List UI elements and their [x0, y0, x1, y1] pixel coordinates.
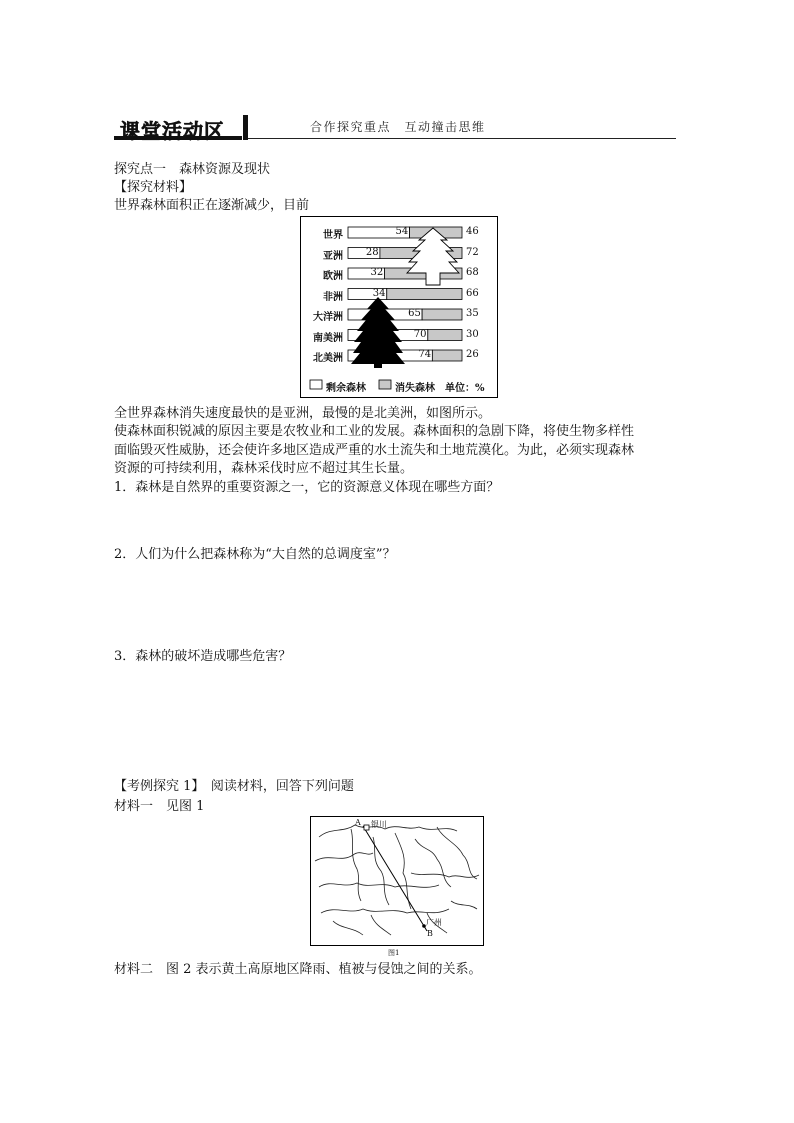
value-lost-6: 26 [466, 349, 479, 360]
paragraph-line-3: 面临毁灭性威胁，还会使许多地区造成严重的水土流失和土地荒漠化。为此，必须实现森林 [114, 443, 635, 458]
category-label-2: 欧洲 [323, 271, 343, 282]
china-map [310, 816, 484, 946]
section-banner [114, 112, 676, 142]
forest-chart-svg [301, 217, 497, 397]
value-lost-5: 30 [466, 328, 479, 340]
question-3: 3．森林的破坏造成哪些危害？ [114, 649, 292, 664]
legend-lost: 消失森林 [395, 383, 435, 394]
category-label-5: 南美洲 [313, 332, 343, 344]
question-1: 1．森林是自然界的重要资源之一，它的资源意义体现在哪些方面？ [114, 480, 500, 495]
paragraph-line-1: 全世界森林消失速度最快的是亚洲，最慢的是北美洲，如图所示。 [114, 406, 492, 421]
legend-unit: 单位：% [445, 383, 485, 394]
example-heading: 【考例探究 1】 阅读材料，回答下列问题 [114, 779, 354, 794]
value-lost-3: 66 [466, 287, 479, 299]
value-remaining-4: 65 [408, 308, 421, 319]
value-remaining-0: 54 [395, 226, 409, 237]
bar-lost-3 [387, 289, 462, 300]
paragraph-line-2: 使森林面积锐减的原因主要是农牧业和工业的发展。森林面积的急剧下降，将使生物多样性 [114, 424, 635, 439]
value-remaining-3: 34 [372, 287, 386, 299]
value-lost-1: 72 [466, 246, 479, 258]
bar-lost-4 [422, 309, 462, 320]
legend-remaining: 剩余森林 [326, 383, 366, 394]
bar-lost-6 [432, 350, 462, 361]
category-label-4: 大洋洲 [313, 312, 343, 323]
value-remaining-1: 28 [365, 246, 379, 258]
value-lost-0: 46 [466, 226, 479, 237]
banner-title: 课堂活动区 [120, 119, 225, 143]
map-label-guangzhou: 广州 [426, 918, 442, 927]
value-remaining-2: 32 [370, 267, 384, 278]
value-remaining-5: 70 [413, 328, 427, 340]
category-label-3: 非洲 [323, 291, 343, 303]
category-label-0: 世界 [323, 230, 343, 241]
map-label-b: B [427, 929, 433, 938]
material-heading: 【探究材料】 [114, 180, 193, 195]
forest-chart [300, 216, 498, 398]
material-intro: 世界森林面积正在逐渐减少，目前 [114, 198, 310, 213]
category-label-6: 北美洲 [313, 353, 343, 364]
question-2: 2．人们为什么把森林称为“大自然的总调度室”？ [114, 547, 396, 562]
banner-subtitle: 合作探究重点 互动撞击思维 [310, 120, 486, 134]
bar-lost-5 [428, 330, 462, 341]
example-material-1: 材料一 见图 1 [114, 799, 205, 814]
map-caption: 图1 [388, 949, 400, 957]
category-label-1: 亚洲 [323, 250, 343, 262]
value-lost-4: 35 [466, 308, 479, 319]
map-label-a: A [355, 818, 361, 827]
value-lost-2: 68 [466, 267, 479, 278]
section-title: 探究点一 森林资源及现状 [114, 162, 271, 177]
value-remaining-6: 74 [418, 349, 432, 360]
map-label-yinchuan: 银川 [371, 820, 387, 829]
black-tree-trunk [374, 364, 382, 368]
map-drawing [311, 817, 483, 945]
paragraph-line-4: 资源的可持续利用，森林采伐时应不超过其生长量。 [114, 461, 414, 476]
example-material-2: 材料二 图 2 表示黄土高原地区降雨、植被与侵蚀之间的关系。 [114, 962, 482, 977]
